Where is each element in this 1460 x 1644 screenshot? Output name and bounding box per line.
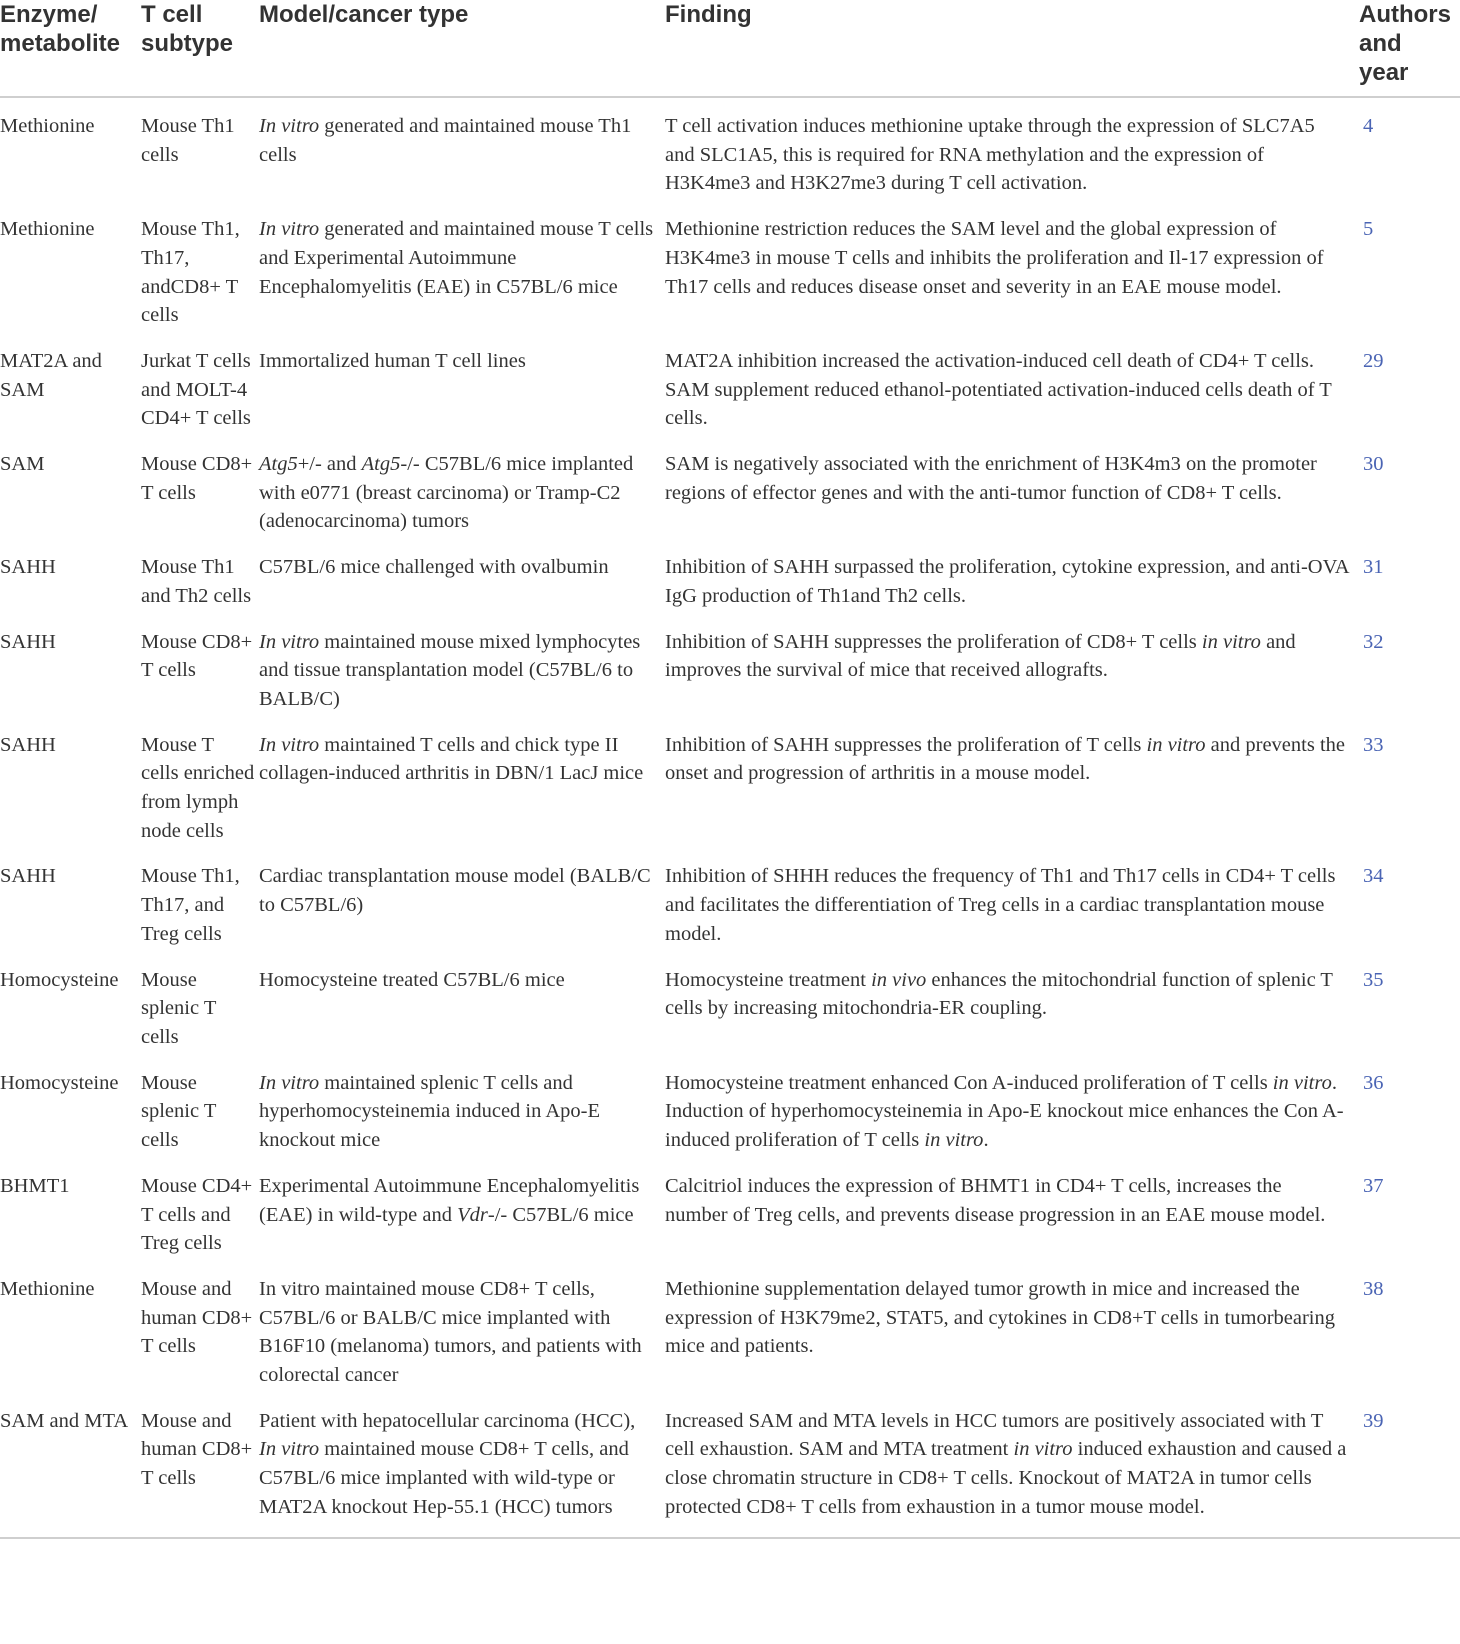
cell-model <box>259 1156 665 1259</box>
cell-model-segment: generated and maintained mouse Th1 cells <box>259 115 632 166</box>
cell-model-segment: In vitro <box>259 1071 320 1094</box>
table-row <box>0 331 1460 434</box>
cell-enzyme: Methionine <box>0 115 95 137</box>
cell-finding <box>665 1259 1359 1391</box>
cell-model-segment: In vitro <box>259 218 320 241</box>
cell-subtype: Mouse splenic T cells <box>141 968 216 1048</box>
reference-link[interactable]: 38 <box>1363 1277 1384 1300</box>
cell-finding-segment: Inhibition of SAHH suppresses the proliferation of T cells <box>665 733 1147 756</box>
cell-finding-segment: induced exhaustion and caused a close chromatin structure in CD8+ T cells. Knockout of MAT2A in tumor cells protected CD8+ T cells from exhaustion in a tumor mouse model. <box>665 1438 1347 1518</box>
table-row <box>0 950 1460 1053</box>
cell-model-segment: -/- C57BL/6 mice implanted with e0771 (breast carcinoma) or Tramp-C2 (adenocarcinoma) tumors <box>259 453 634 533</box>
cell-model <box>259 715 665 847</box>
cell-finding <box>665 715 1359 847</box>
cell-model <box>259 434 665 537</box>
reference-link[interactable]: 5 <box>1363 218 1374 241</box>
table-row <box>0 199 1460 331</box>
reference-link[interactable]: 37 <box>1363 1174 1384 1197</box>
reference-link[interactable]: 32 <box>1363 630 1384 653</box>
reference-link[interactable]: 39 <box>1359 1391 1460 1538</box>
cell-model-segment: Immortalized human T cell lines <box>259 349 526 372</box>
cell-model <box>259 199 665 331</box>
cell-finding-segment: Methionine restriction reduces the SAM level and the global expression of H3K4me3 in mouse T cells and inhibits the proliferation and Il-17 expression of Th17 cells and reduces disease onset and severity in an EAE mouse model. <box>665 218 1324 298</box>
cell-finding-segment: . Induction of hyperhomocysteinemia in Apo-E knockout mice enhances the Con A-induced proliferation of T cells <box>665 1071 1344 1152</box>
cell-enzyme: Homocysteine <box>0 968 119 991</box>
cell-model <box>259 537 665 611</box>
cell-finding <box>665 846 1359 949</box>
header-authors: Authors and year <box>1359 0 1460 97</box>
cell-enzyme: MAT2A and SAM <box>0 349 102 401</box>
cell-model-segment: maintained splenic T cells and hyperhomocysteinemia induced in Apo-E knockout mice <box>259 1071 601 1152</box>
cell-model <box>259 950 665 1053</box>
table-row <box>0 846 1460 949</box>
reference-link[interactable]: 4 <box>1363 115 1374 137</box>
cell-finding-segment: Homocysteine treatment enhanced Con A-induced proliferation of T cells <box>665 1071 1273 1094</box>
cell-model-segment: Atg5 <box>361 453 401 476</box>
cell-finding <box>665 97 1359 199</box>
cell-finding <box>665 1156 1359 1259</box>
cell-finding-segment: Calcitriol induces the expression of BHMT1 in CD4+ T cells, increases the number of Treg cells, and prevents disease progression in an EAE mouse model. <box>665 1174 1326 1226</box>
cell-subtype: Mouse CD8+ T cells <box>141 630 253 682</box>
cell-model <box>259 97 665 199</box>
reference-link[interactable]: 35 <box>1363 968 1384 991</box>
cell-finding-segment: Methionine supplementation delayed tumor growth in mice and increased the expression of H3K79me2, STAT5, and cytokines in CD8+T cells in tumorbearing mice and patients. <box>665 1277 1335 1358</box>
reference-link[interactable]: 34 <box>1363 865 1384 888</box>
cell-finding-segment: Inhibition of SAHH suppresses the proliferation of CD8+ T cells <box>665 630 1202 653</box>
cell-subtype: Mouse splenic T cells <box>141 1071 216 1152</box>
header-subtype: T cell subtype <box>141 0 259 97</box>
cell-model-segment: In vitro <box>259 733 320 756</box>
cell-model-segment: maintained T cells and chick type II collagen-induced arthritis in DBN/1 LacJ mice <box>259 733 644 785</box>
cell-model-segment: Homocysteine treated C57BL/6 mice <box>259 968 565 991</box>
cell-subtype: Mouse Th1 cells <box>141 115 235 166</box>
cell-enzyme: Homocysteine <box>0 1071 119 1094</box>
cell-finding <box>665 537 1359 611</box>
cell-model <box>259 612 665 715</box>
reference-link[interactable]: 36 <box>1363 1071 1384 1094</box>
cell-finding-segment: Increased SAM and MTA levels in HCC tumors are positively associated with T cell exhaustion. SAM and MTA treatment <box>665 1409 1324 1461</box>
table-row <box>0 434 1460 537</box>
cell-model-segment: Cardiac transplantation mouse model (BALB/C to C57BL/6) <box>259 865 651 917</box>
cell-finding-segment: in vivo <box>871 968 927 991</box>
cell-subtype: Mouse CD8+ T cells <box>141 453 253 504</box>
cell-model-segment: Experimental Autoimmune Encephalomyelitis (EAE) in wild-type and <box>259 1174 640 1226</box>
cell-enzyme: SAHH <box>0 733 56 756</box>
cell-model-segment: maintained mouse CD8+ T cells, and C57BL/6 mice implanted with wild-type or MAT2A knockout Hep-55.1 (HCC) tumors <box>259 1438 629 1518</box>
cell-enzyme: SAM and MTA <box>0 1391 141 1538</box>
cell-finding-segment: MAT2A inhibition increased the activation-induced cell death of CD4+ T cells. SAM supplement reduced ethanol-potentiated activation-induced cells death of T cells. <box>665 349 1332 430</box>
reference-link[interactable]: 30 <box>1363 453 1384 476</box>
cell-model-segment: In vitro <box>259 1438 320 1461</box>
cell-model-segment: In vitro <box>259 630 320 653</box>
cell-model-segment: Patient with hepatocellular carcinoma (HCC), <box>259 1409 636 1432</box>
cell-finding-segment: and improves the survival of mice that received allografts. <box>665 630 1296 682</box>
cell-subtype: Mouse CD4+ T cells and Treg cells <box>141 1174 253 1255</box>
cell-finding <box>665 1053 1359 1156</box>
cell-subtype: Mouse and human CD8+ T cells <box>141 1277 253 1358</box>
table-body <box>0 97 1460 1538</box>
cell-model-segment: +/- and <box>297 453 362 476</box>
cell-model-segment: generated and maintained mouse T cells and Experimental Autoimmune Encephalomyelitis (EAE) in C57BL/6 mice <box>259 218 654 298</box>
cell-finding-segment: Inhibition of SHHH reduces the frequency of Th1 and Th17 cells in CD4+ T cells and facilitates the differentiation of Treg cells in a cardiac transplantation mouse model. <box>665 865 1336 945</box>
cell-subtype: Jurkat T cells and MOLT-4 CD4+ T cells <box>141 349 251 430</box>
cell-model-segment: C57BL/6 mice challenged with ovalbumin <box>259 556 609 579</box>
cell-model <box>259 331 665 434</box>
cell-finding-segment: in vitro <box>1272 1071 1332 1094</box>
cell-enzyme: Methionine <box>0 218 95 241</box>
cell-model-segment: maintained mouse mixed lymphocytes and tissue transplantation model (C57BL/6 to BALB/C) <box>259 630 641 710</box>
cell-finding-segment: in vitro <box>924 1129 984 1152</box>
cell-finding-segment: enhances the mitochondrial function of splenic T cells by increasing mitochondria-ER coupling. <box>665 968 1333 1020</box>
reference-link[interactable]: 29 <box>1363 349 1384 372</box>
cell-subtype: Mouse T cells enriched from lymph node cells <box>141 733 255 842</box>
cell-enzyme: SAHH <box>0 556 56 579</box>
cell-model-segment: In vitro <box>259 115 320 137</box>
cell-finding-segment: SAM is negatively associated with the enrichment of H3K4m3 on the promoter regions of effector genes and with the anti-tumor function of CD8+ T cells. <box>665 453 1317 504</box>
cell-finding-segment: T cell activation induces methionine uptake through the expression of SLC7A5 and SLC1A5, this is required for RNA methylation and the expression of H3K4me3 and H3K27me3 during T cell activation. <box>665 115 1315 195</box>
cell-model <box>259 1259 665 1391</box>
table-header <box>0 0 1460 97</box>
cell-finding <box>665 1391 1359 1538</box>
table-row <box>0 1053 1460 1156</box>
header-model: Model/cancer type <box>259 0 665 97</box>
table-row <box>0 1259 1460 1391</box>
cell-enzyme: SAHH <box>0 630 56 653</box>
cell-model <box>259 1391 665 1538</box>
cell-model-segment: Vdr <box>457 1203 488 1226</box>
cell-finding-segment: Inhibition of SAHH surpassed the proliferation, cytokine expression, and anti-OVA IgG production of Th1and Th2 cells. <box>665 556 1349 607</box>
header-row <box>0 0 1460 97</box>
cell-finding <box>665 434 1359 537</box>
cell-finding <box>665 950 1359 1053</box>
table-row <box>0 97 1460 199</box>
cell-model-segment: -/- C57BL/6 mice <box>487 1203 634 1226</box>
cell-subtype: Mouse Th1, Th17, andCD8+ T cells <box>141 218 240 327</box>
reference-link[interactable]: 33 <box>1363 733 1384 756</box>
header-finding: Finding <box>665 0 1359 97</box>
table-row <box>0 1156 1460 1259</box>
cell-enzyme: SAHH <box>0 865 56 888</box>
header-enzyme: Enzyme/ metabolite <box>0 0 141 97</box>
cell-finding <box>665 612 1359 715</box>
cell-finding-segment: in vitro <box>1201 630 1261 653</box>
cell-enzyme: Methionine <box>0 1277 95 1300</box>
cell-finding <box>665 199 1359 331</box>
table-row <box>0 537 1460 611</box>
cell-model <box>259 846 665 949</box>
cell-finding-segment: . <box>983 1129 989 1152</box>
cell-subtype: Mouse Th1 and Th2 cells <box>141 556 252 607</box>
table-row <box>0 1391 1460 1538</box>
cell-model-segment: In vitro maintained mouse CD8+ T cells, C57BL/6 or BALB/C mice implanted with B16F10 (melanoma) tumors, and patients with colorectal cancer <box>259 1277 642 1387</box>
table-row <box>0 715 1460 847</box>
cell-finding-segment: Homocysteine treatment <box>665 968 872 991</box>
cell-finding <box>665 331 1359 434</box>
cell-enzyme: SAM <box>0 453 45 476</box>
table-row <box>0 612 1460 715</box>
cell-enzyme: BHMT1 <box>0 1174 70 1197</box>
reference-link[interactable]: 31 <box>1363 556 1384 579</box>
cell-subtype: Mouse Th1, Th17, and Treg cells <box>141 865 240 945</box>
cell-finding-segment: in vitro <box>1013 1438 1073 1461</box>
cell-subtype: Mouse and human CD8+ T cells <box>141 1391 259 1538</box>
cell-finding-segment: and prevents the onset and progression of arthritis in a mouse model. <box>665 733 1345 785</box>
cell-model <box>259 1053 665 1156</box>
cell-finding-segment: in vitro <box>1146 733 1206 756</box>
cell-model-segment: Atg5 <box>259 453 298 476</box>
